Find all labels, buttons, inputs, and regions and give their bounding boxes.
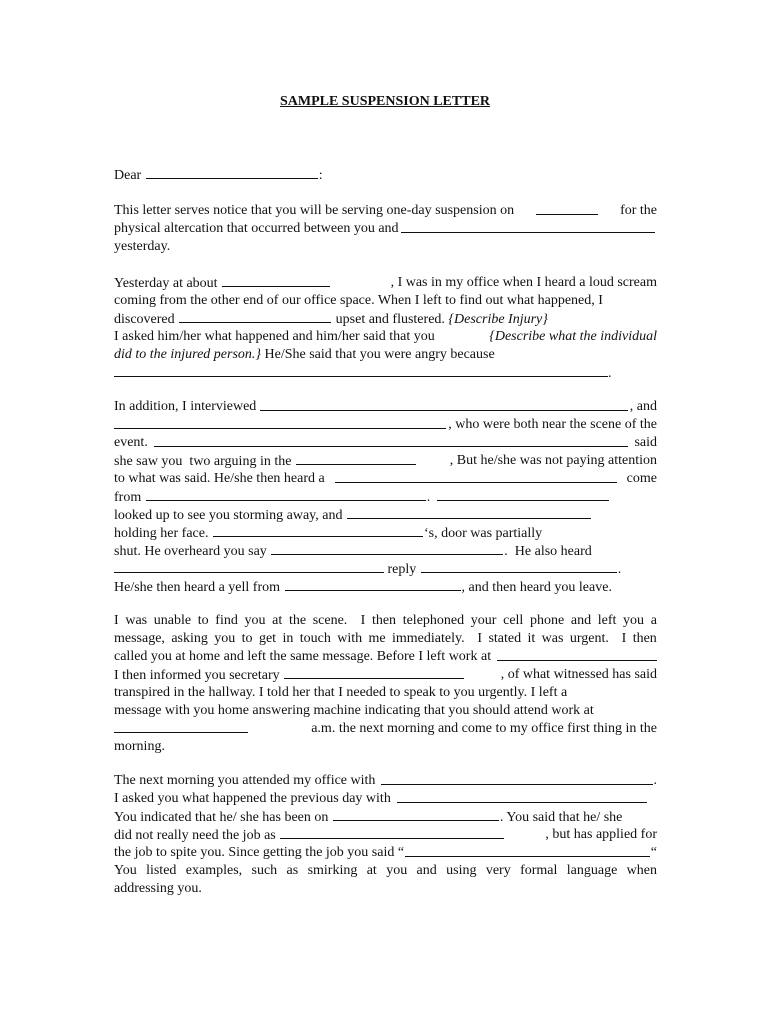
p3-line-10: reply .	[114, 560, 657, 578]
reason-blank[interactable]	[280, 826, 504, 839]
p4-line-6: message with you home answering machine indicating that you should attend work at	[114, 703, 594, 718]
p2-line-3: discovered upset and flustered. {Describe Injury}	[114, 312, 548, 327]
sound-source-blank[interactable]	[146, 488, 426, 501]
location-blank[interactable]	[296, 452, 416, 465]
p3-line-8: holding her face. ‘s, door was partially	[114, 526, 543, 541]
p4-line-4: I then informed you secretary , of what witnessed has said	[114, 667, 657, 683]
p3-line-11: He/she then heard a yell from , and then heard you leave.	[114, 580, 612, 595]
p2-line-1: Yesterday at about , I was in my office when I heard a loud scream	[114, 275, 657, 291]
other-party-blank[interactable]	[401, 220, 655, 233]
p2-line-4: I asked him/her what happened and him/her said that you {Describe what the individual	[114, 329, 657, 344]
p4-line-5: transpired in the hallway. I told her that I needed to speak to you urgently. I left a	[114, 685, 568, 700]
page-title: SAMPLE SUSPENSION LETTER	[279, 94, 491, 109]
p2-line-2: coming from the other end of our office space. When I left to find out what happened, I	[114, 293, 603, 308]
reply-speaker-blank[interactable]	[114, 560, 384, 573]
leave-time-blank[interactable]	[497, 648, 657, 661]
p2-line-5: did to the injured person.} He/She said that you were angry because	[114, 347, 495, 362]
p2-line-6: .	[114, 364, 657, 382]
salutation-line: Dear :	[114, 168, 323, 183]
anger-reason-blank[interactable]	[114, 364, 608, 377]
witness-1-blank[interactable]	[260, 398, 627, 411]
quote-blank[interactable]	[405, 844, 650, 857]
door-owner-blank[interactable]	[213, 524, 423, 537]
p3-line-4: she saw you two arguing in the , But he/she was not paying attention	[114, 453, 657, 469]
witness-2-blank[interactable]	[114, 416, 446, 429]
p4-line-2: message, asking you to get in touch with me immediately. I stated it was urgent. I then	[114, 631, 657, 646]
p4-line-3: called you at home and left the same message. Before I left work at	[114, 648, 657, 666]
recipient-name-blank[interactable]	[146, 166, 318, 179]
p1-line-2: physical altercation that occurred between you and	[114, 220, 657, 238]
p3-line-7: looked up to see you storming away, and	[114, 506, 657, 524]
incident-party-blank[interactable]	[397, 790, 647, 803]
p3-line-1: In addition, I interviewed , and	[114, 399, 657, 414]
p4-line-1: I was unable to find you at the scene. I then telephoned your cell phone and left you a	[114, 613, 657, 628]
p3-line-5: to what was said. He/she then heard a come	[114, 471, 657, 486]
overheard-statement-blank[interactable]	[271, 542, 503, 555]
p5-line-6: You listed examples, such as smirking at you and using very formal language when	[114, 863, 657, 878]
p4-line-8: morning.	[114, 739, 165, 754]
p5-line-4: did not really need the job as , but has applied for	[114, 827, 657, 843]
p3-line-6: from .	[114, 488, 657, 506]
p5-line-1: The next morning you attended my office with .	[114, 773, 657, 788]
suspension-date-blank[interactable]	[536, 202, 598, 215]
injured-person-blank[interactable]	[179, 310, 331, 323]
person-holding-face-blank[interactable]	[347, 506, 591, 519]
p5-line-3: You indicated that he/ she has been on . You said that he/ she	[114, 810, 623, 825]
reply-content-blank[interactable]	[421, 560, 617, 573]
p5-line-5: the job to spite you. Since getting the job you said “ “	[114, 845, 657, 860]
p3-line-3: event. said	[114, 435, 657, 450]
yell-source-blank[interactable]	[285, 578, 461, 591]
p3-line-2: , who were both near the scene of the	[114, 416, 657, 434]
time-blank[interactable]	[222, 274, 330, 287]
secretary-name-blank[interactable]	[284, 666, 464, 679]
arrival-time-blank[interactable]	[114, 720, 248, 733]
sound-blank[interactable]	[335, 470, 617, 483]
p5-line-2: I asked you what happened the previous day with	[114, 790, 657, 808]
witness-name-blank[interactable]	[154, 434, 629, 447]
p1-line-1: This letter serves notice that you will be serving one-day suspension on for the	[114, 203, 657, 218]
p3-line-9: shut. He overheard you say . He also heard	[114, 544, 592, 559]
status-blank[interactable]	[333, 808, 499, 821]
attendee-blank[interactable]	[381, 772, 652, 785]
p5-line-7: addressing you.	[114, 881, 202, 896]
p1-line-3: yesterday.	[114, 239, 171, 254]
salutation-word: Dear	[114, 168, 142, 183]
observer-blank[interactable]	[437, 488, 609, 501]
p4-line-7: a.m. the next morning and come to my office first thing in the	[114, 720, 657, 738]
